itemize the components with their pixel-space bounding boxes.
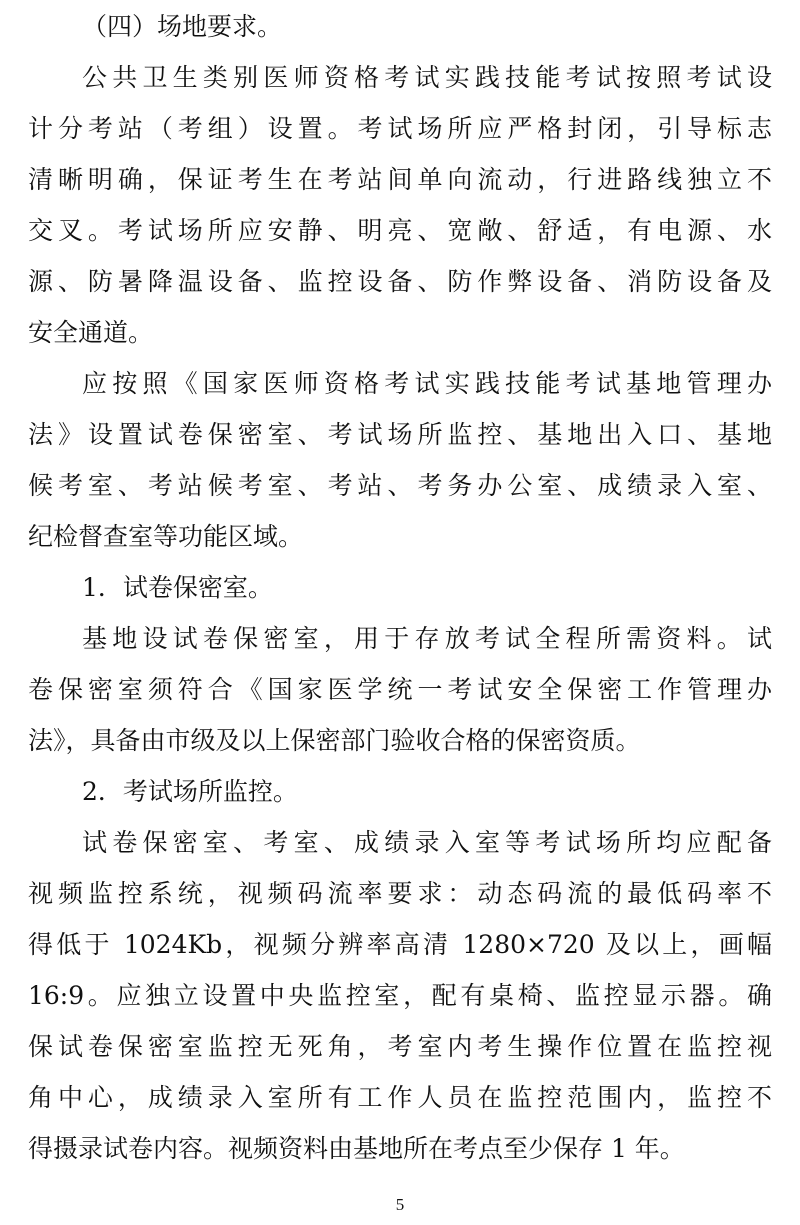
paragraph-line: 得摄录试卷内容。视频资料由基地所在考点至少保存 1 年。 [28, 1134, 685, 1163]
paragraph-line: 源、防暑降温设备、监控设备、防作弊设备、消防设备及 [28, 267, 772, 296]
paragraph-line: 试卷保密室、考室、成绩录入室等考试场所均应配备 [82, 828, 772, 857]
paragraph-line: 清晰明确，保证考生在考站间单向流动，行进路线独立不 [28, 165, 772, 194]
paragraph-line: 计分考站（考组）设置。考试场所应严格封闭，引导标志 [28, 114, 772, 143]
page-number: 5 [395, 1195, 405, 1214]
subheading-monitoring: 2．考试场所监控。 [82, 777, 298, 806]
paragraph-line: 应按照《国家医师资格考试实践技能考试基地管理办 [82, 369, 772, 398]
paragraph-line: 法》，具备由市级及以上保密部门验收合格的保密资质。 [28, 726, 641, 755]
paragraph-line: 候考室、考站候考室、考站、考务办公室、成绩录入室、 [28, 471, 772, 500]
subheading-secure-room: 1．试卷保密室。 [82, 573, 273, 602]
paragraph-line: 角中心，成绩录入室所有工作人员在监控范围内，监控不 [28, 1083, 772, 1112]
paragraph-line: 纪检督查室等功能区域。 [28, 522, 304, 551]
paragraph-line: 16:9。应独立设置中央监控室，配有桌椅、监控显示器。确 [28, 981, 772, 1010]
paragraph-line: 保试卷保密室监控无死角，考室内考生操作位置在监控视 [28, 1032, 772, 1061]
section-heading: （四）场地要求。 [82, 12, 283, 41]
paragraph-line: 交叉。考试场所应安静、明亮、宽敞、舒适，有电源、水 [28, 216, 772, 245]
paragraph-line: 卷保密室须符合《国家医学统一考试安全保密工作管理办 [28, 675, 772, 704]
paragraph-line: 得低于 1024Kb，视频分辨率高清 1280×720 及以上，画幅 [28, 930, 772, 959]
paragraph-line: 公共卫生类别医师资格考试实践技能考试按照考试设 [82, 63, 772, 92]
paragraph-line: 基地设试卷保密室，用于存放考试全程所需资料。试 [82, 624, 772, 653]
paragraph-line: 安全通道。 [28, 318, 154, 347]
paragraph-line: 法》设置试卷保密室、考试场所监控、基地出入口、基地 [28, 420, 772, 449]
paragraph-line: 视频监控系统，视频码流率要求：动态码流的最低码率不 [28, 879, 772, 908]
